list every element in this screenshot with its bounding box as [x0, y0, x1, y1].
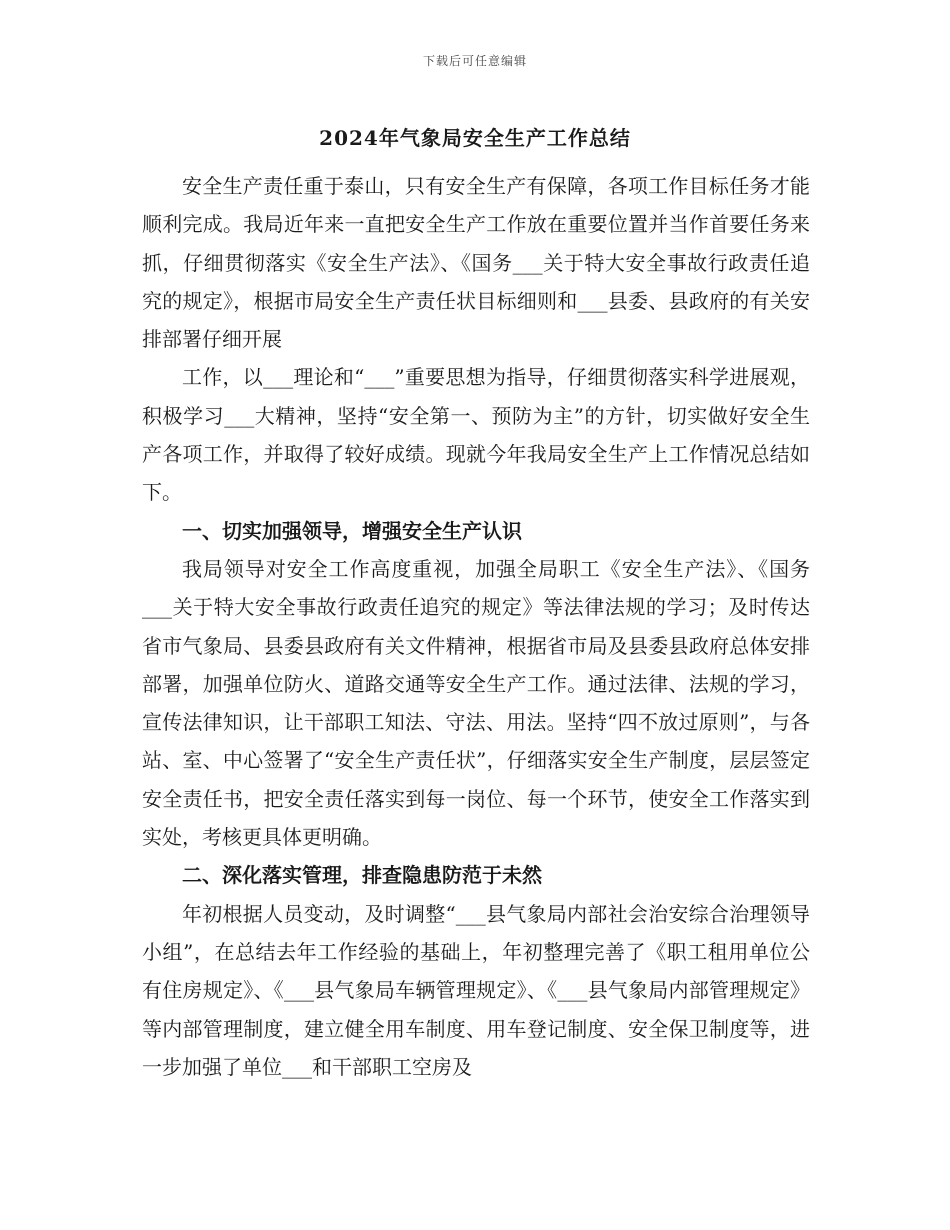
document-title: 2024年气象局安全生产工作总结 — [319, 126, 631, 150]
section-1-heading: 一、切实加强领导，增强安全生产认识 — [182, 518, 522, 543]
intro-paragraph-2: 工作，以___理论和“___”重要思想为指导，仔细贯彻落实科学进展观，积极学习___大精神，坚持“安全第一、预防为主”的方针，切实做好安全生产各项工作，并取得了较好成绩。现就今年我局安全生产上工作情况总结如下。 — [142, 365, 810, 505]
section-1-paragraph: 我局领导对安全工作高度重视，加强全局职工《安全生产法》、《国务___关于特大安全事故行政责任追究的规定》等法律法规的学习；及时传达省市气象局、县委县政府有关文件精神，根据省市局及县委县政府总体安排部署，加强单位防火、道路交通等安全生产工作。通过法律、法规的学习，宣传法律知识，让干部职工知法、守法、用法。坚持“四不放过原则”，与各站、室、中心签署了“安全生产责任状”，仔细落实安全生产制度，层层签定安全责任书，把安全责任落实到每一岗位、每一个环节，使安全工作落实到实处，考核更具体更明确。 — [142, 556, 810, 850]
intro-paragraph-1: 安全生产责任重于泰山，只有安全生产有保障，各项工作目标任务才能顺利完成。我局近年来一直把安全生产工作放在重要位置并当作首要任务来抓，仔细贯彻落实《安全生产法》、《国务___关于特大安全事故行政责任追究的规定》，根据市局安全生产责任状目标细则和___县委、县政府的有关安排部署仔细开展 — [142, 174, 810, 352]
section-2-paragraph: 年初根据人员变动，及时调整“___县气象局内部社会治安综合治理领导小组”，在总结去年工作经验的基础上，年初整理完善了《职工租用单位公有住房规定》、《___县气象局车辆管理规定》、《___县气象局内部管理规定》等内部管理制度，建立健全用车制度、用车登记制度、安全保卫制度等，进一步加强了单位___和干部职工空房及 — [142, 901, 810, 1079]
section-2-heading: 二、深化落实管理，排查隐患防范于未然 — [182, 863, 542, 888]
page-header-note: 下载后可任意编辑 — [422, 54, 527, 68]
document-body — [142, 167, 810, 1086]
